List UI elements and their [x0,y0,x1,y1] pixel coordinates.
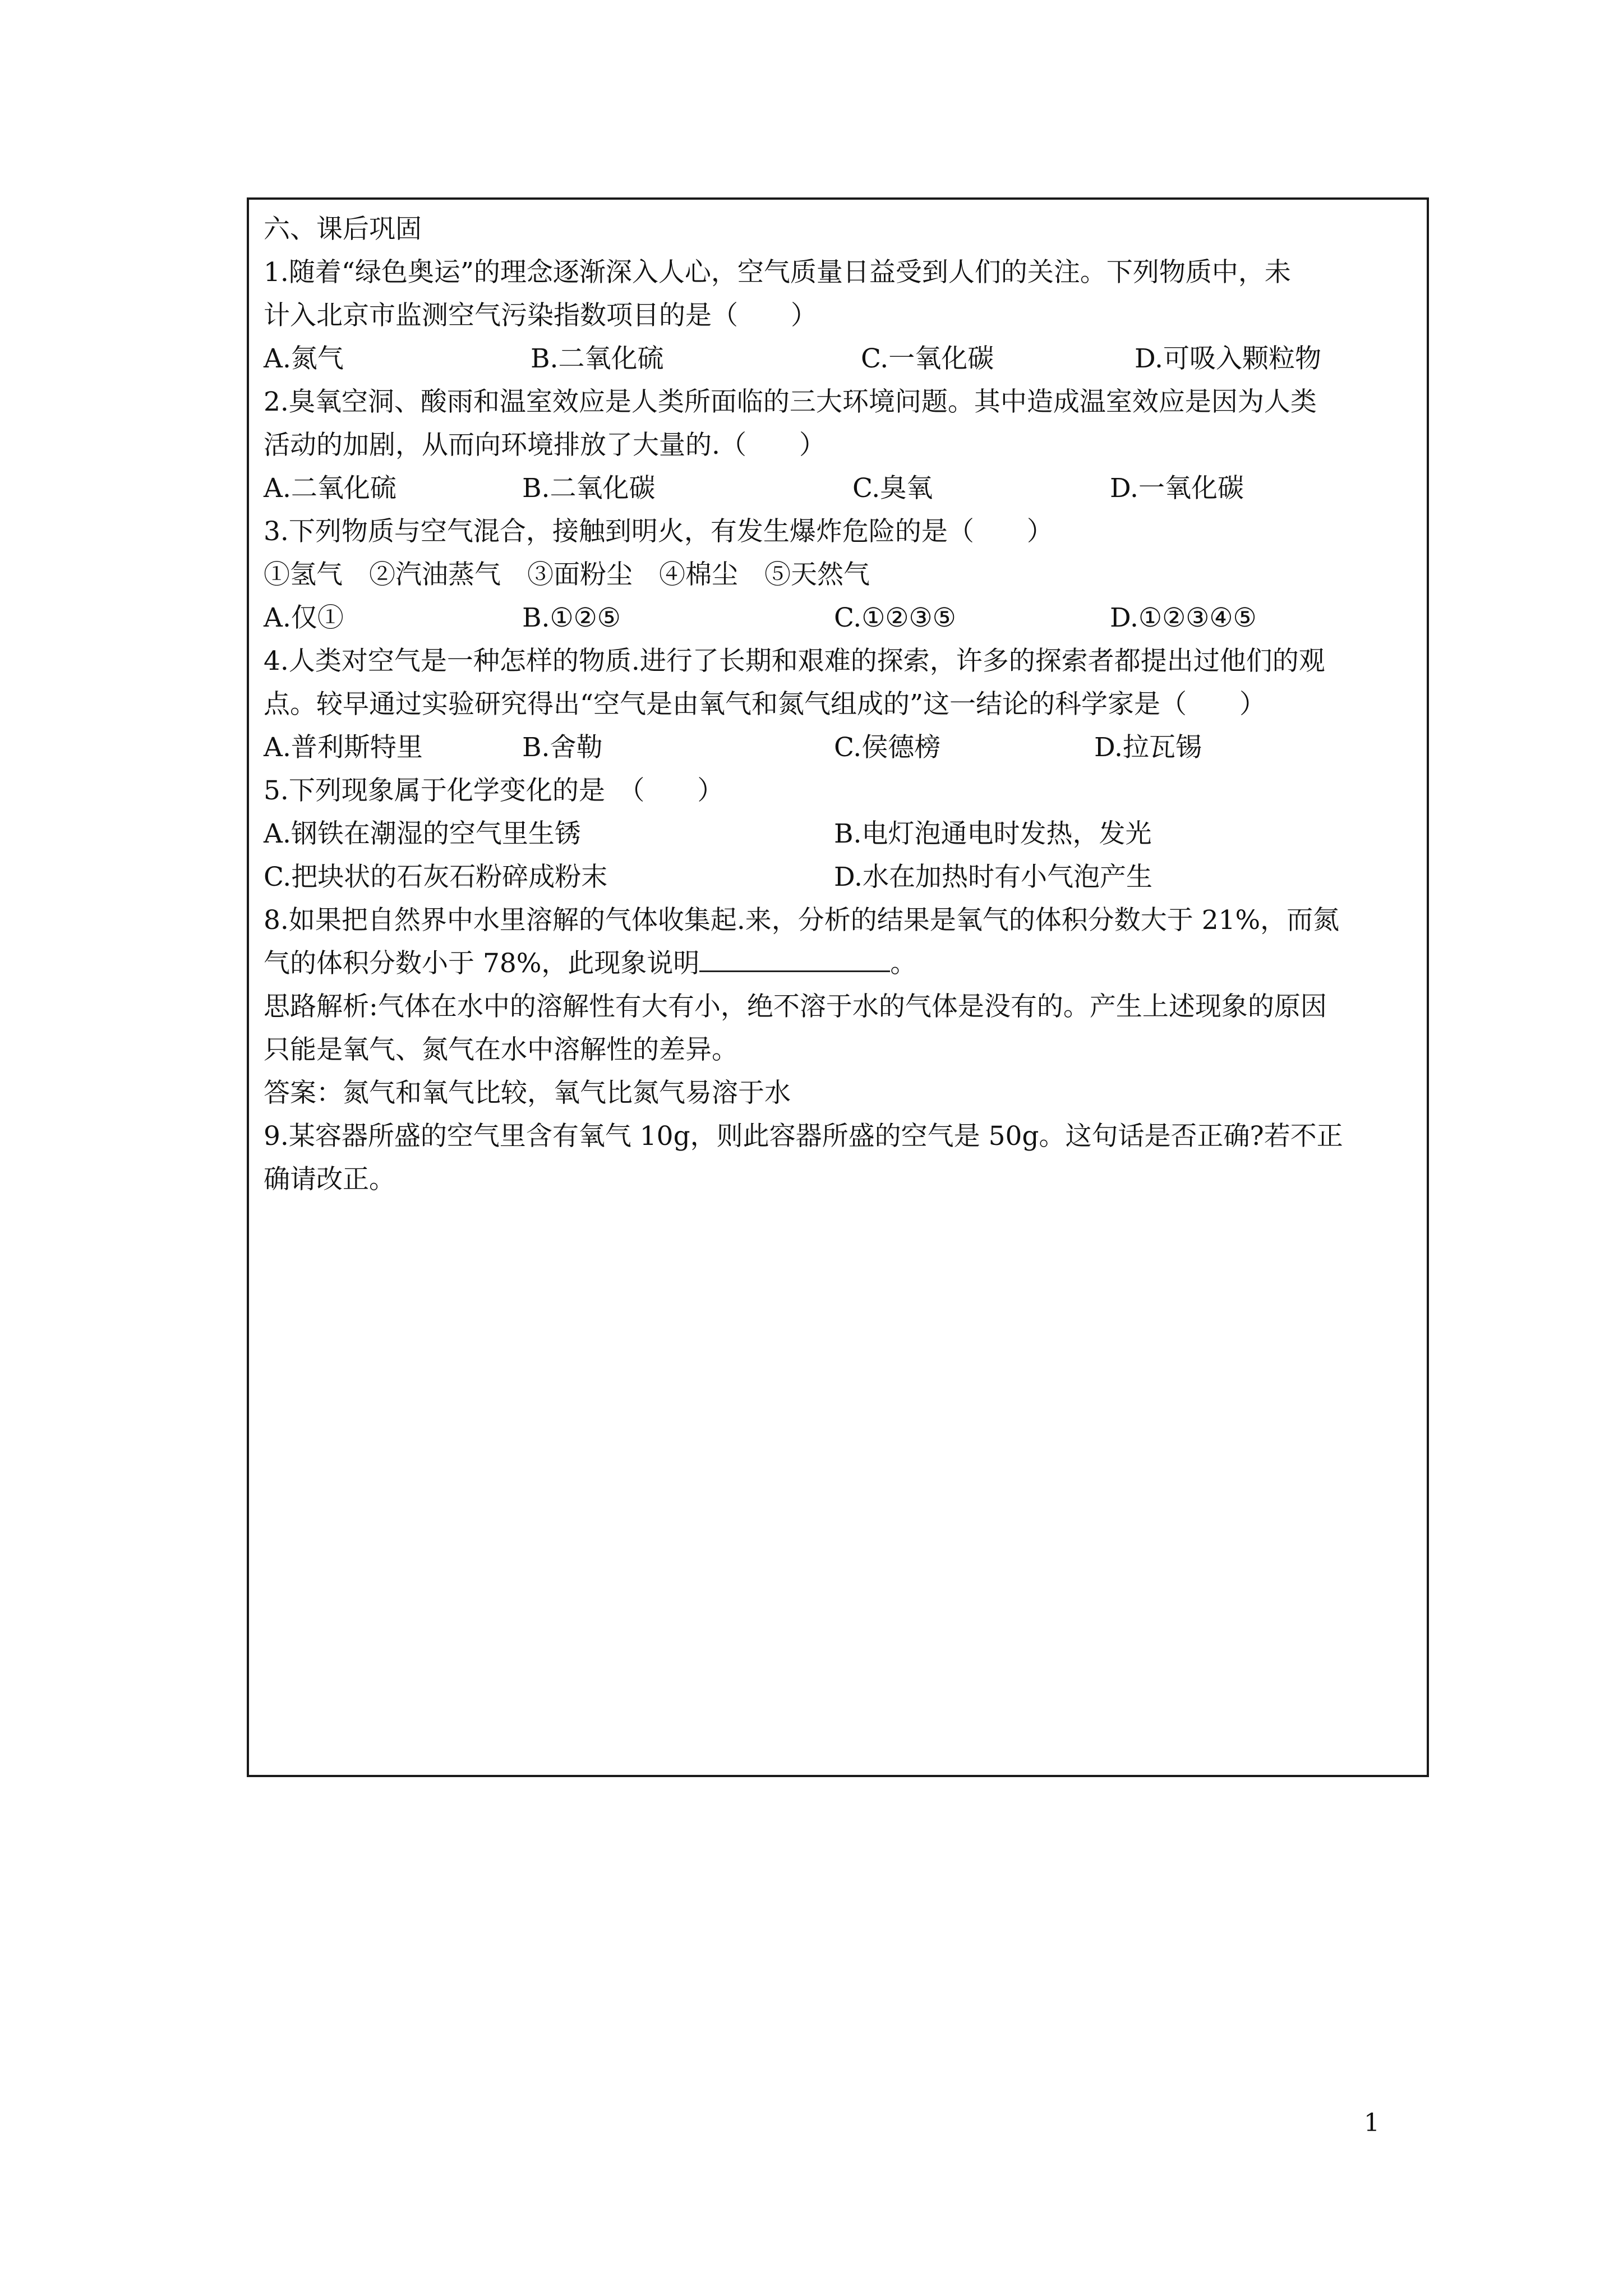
q9-stem-line2: 确请改正。 [264,1164,395,1195]
q8-answer: 答案：氮气和氧气比较，氧气比氮气易溶于水 [264,1078,791,1108]
q1-option-d: D.可吸入颗粒物 [1135,343,1321,374]
exercise-box [247,197,1429,1777]
q1-option-b: B.二氧化硫 [531,343,664,374]
q1-stem-line1: 1.随着“绿色奥运”的理念逐渐深入人心，空气质量日益受到人们的关注。下列物质中，未 [264,257,1291,288]
q4-option-b: B.舍勒 [522,732,603,763]
q4-option-d: D.拉瓦锡 [1094,732,1202,763]
q5-options-row1 [264,812,1419,855]
q8-stem-line2 [264,942,1419,985]
q3-option-a: A.仅① [264,602,344,633]
q8-analysis-line2: 只能是氧气、氮气在水中溶解性的差异。 [264,1034,738,1065]
q5-option-a: A.钢铁在潮湿的空气里生锈 [264,818,581,849]
q8-answer-blank [699,948,890,972]
q3-option-b: B.①②⑤ [522,602,621,633]
q9-stem-line1: 9.某容器所盛的空气里含有氧气 10g，则此容器所盛的空气是 50g。这句话是否正确?若不正 [264,1121,1343,1152]
q8-analysis-line1: 思路解析:气体在水中的溶解性有大有小，绝不溶于水的气体是没有的。产生上述现象的原因 [264,991,1327,1022]
q3-option-d: D.①②③④⑤ [1110,602,1257,633]
q3-stem: 3.下列物质与空气混合，接触到明火，有发生爆炸危险的是（ ） [264,516,1053,547]
q2-stem-line1: 2.臭氧空洞、酸雨和温室效应是人类所面临的三大环境问题。其中造成温室效应是因为人类 [264,386,1317,417]
q2-option-c: C.臭氧 [852,473,933,504]
q1-stem-line2: 计入北京市监测空气污染指数项目的是（ ） [264,300,817,331]
exercise-content [264,208,1419,1201]
q4-stem-line1: 4.人类对空气是一种怎样的物质.进行了长期和艰难的探索，许多的探索者都提出过他们的观 [264,646,1325,677]
q4-option-a: A.普利斯特里 [264,732,423,763]
q8-stem-line2-end: 。 [890,948,917,979]
q5-option-c: C.把块状的石灰石粉碎成粉末 [264,862,608,892]
q1-option-a: A.氮气 [264,343,344,374]
q4-option-c: C.侯德榜 [834,732,941,763]
q5-option-d: D.水在加热时有小气泡产生 [834,862,1152,892]
q8-stem-line2-text: 气的体积分数小于 78%，此现象说明 [264,948,700,979]
q5-option-b: B.电灯泡通电时发热，发光 [834,818,1152,849]
q1-option-c: C.一氧化碳 [861,343,994,374]
q5-options-row2 [264,855,1419,899]
section-title: 六、课后巩固 [264,214,422,245]
q8-stem-line1: 8.如果把自然界中水里溶解的气体收集起.来，分析的结果是氧气的体积分数大于 21%，而氮 [264,905,1340,936]
q2-option-b: B.二氧化碳 [522,473,656,504]
q2-option-a: A.二氧化硫 [264,473,396,504]
q3-option-c: C.①②③⑤ [834,602,956,633]
q4-options [264,726,1419,769]
q5-stem: 5.下列现象属于化学变化的是 （ ） [264,775,724,806]
q2-options [264,467,1419,510]
q3-items: ①氢气 ②汽油蒸气 ③面粉尘 ④棉尘 ⑤天然气 [264,559,870,590]
page-number: 1 [1364,2109,1380,2137]
q2-option-d: D.一氧化碳 [1110,473,1244,504]
q2-stem-line2: 活动的加剧，从而向环境排放了大量的.（ ） [264,430,826,461]
q4-stem-line2: 点。较早通过实验研究得出“空气是由氧气和氮气组成的”这一结论的科学家是（ ） [264,689,1266,720]
q3-options [264,596,1419,639]
q1-options [264,337,1419,380]
